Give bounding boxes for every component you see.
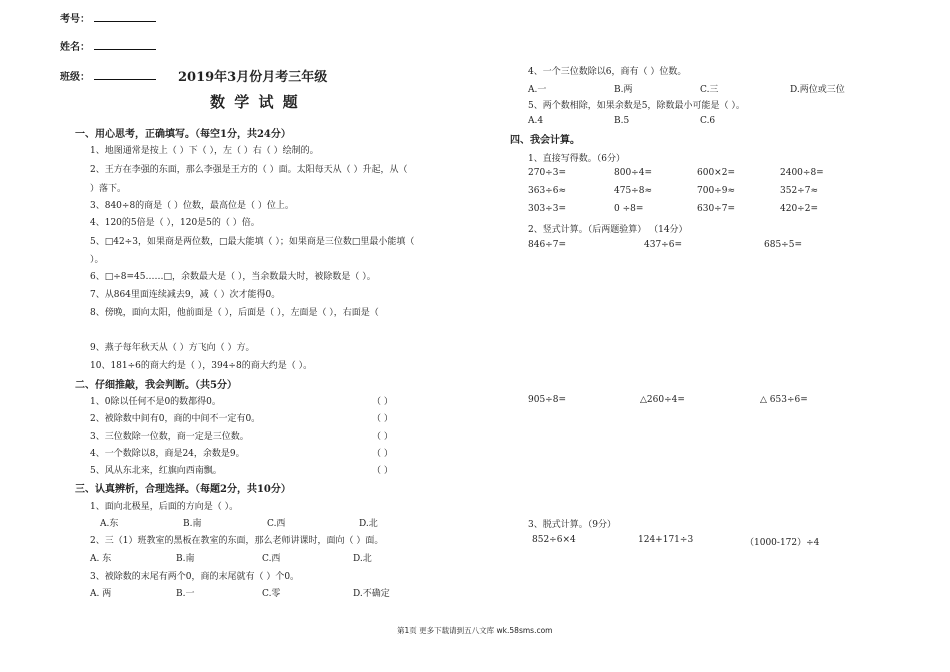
section-2-title: 二、仔细推敲，我会判断。（共5分） xyxy=(75,380,237,391)
choice-2-option-c: C.西 xyxy=(262,554,281,564)
judgement-3-blank: （ ） xyxy=(372,432,393,442)
choice-4-option-d: D.两位或三位 xyxy=(790,85,845,95)
judgement-2-text: 2、被除数中间有0，商的中间不一定有0。 xyxy=(90,414,261,424)
exam-number-label: 考号： xyxy=(60,14,90,25)
choice-1-option-b: B.南 xyxy=(183,519,202,529)
choice-3-option-d: D.不确定 xyxy=(353,589,390,599)
choice-1-option-a: A.东 xyxy=(100,519,119,529)
judgement-3-text: 3、三位数除一位数，商一定是三位数。 xyxy=(90,432,249,442)
oral-calc-item: 700÷9≈ xyxy=(697,186,735,196)
judgement-5-blank: （ ） xyxy=(372,466,393,476)
s1-question-4: 4、120的5倍是（ ），120是5的（ ）倍。 xyxy=(90,218,260,228)
calc-part-2-title: 2、竖式计算。（后两题验算） （14分） xyxy=(528,225,688,235)
s1-question-6: 6、□÷8=45……□，余数最大是（ ），当余数最大时，被除数是（ ）。 xyxy=(90,272,376,282)
calc-part-3-title: 3、脱式计算。（9分） xyxy=(528,520,616,530)
oral-calc-item: 800÷4= xyxy=(614,168,652,178)
judgement-1-text: 1、0除以任何不是0的数都得0。 xyxy=(90,397,221,407)
section-1-title: 一、用心思考，正确填写。（每空1分，共24分） xyxy=(75,129,291,140)
s1-question-5: 5、□42÷3，如果商是两位数，□最大能填（ ）；如果商是三位数□里最小能填（ xyxy=(90,237,415,247)
choice-3-option-b: B.一 xyxy=(176,589,195,599)
oral-calc-item: 420÷2= xyxy=(780,204,818,214)
s1-question-9: 9、燕子每年秋天从（ ）方飞向（ ）方。 xyxy=(90,343,255,353)
name-label: 姓名： xyxy=(60,42,90,53)
choice-1-question: 1、面向北极星，后面的方向是（ ）。 xyxy=(90,502,239,512)
vertical-calc-item: 685÷5= xyxy=(764,240,802,250)
section-4-title: 四、我会计算。 xyxy=(510,135,580,146)
choice-2-option-d: D.北 xyxy=(353,554,372,564)
exam-subtitle: 数 学 试 题 xyxy=(210,93,300,111)
stepwise-calc-item: 852÷6×4 xyxy=(532,535,576,545)
oral-calc-item: 2400÷8= xyxy=(780,168,824,178)
s1-question-2-cont: ）落下。 xyxy=(90,184,127,194)
choice-4-option-a: A.一 xyxy=(528,85,547,95)
choice-4-question: 4、一个三位数除以6，商有（ ）位数。 xyxy=(528,67,687,77)
choice-5-option-a: A.4 xyxy=(528,116,544,126)
judgement-1-blank: （ ） xyxy=(372,397,393,407)
class-field xyxy=(60,68,156,83)
choice-3-question: 3、被除数的末尾有两个0，商的末尾就有（ ）个0。 xyxy=(90,572,300,582)
oral-calc-item: 475÷8≈ xyxy=(614,186,652,196)
s1-question-1: 1、地图通常是按上（ ）下（ ），左（ ）右（ ）绘制的。 xyxy=(90,146,319,156)
s1-question-5-cont: ）。 xyxy=(90,255,104,265)
oral-calc-item: 0 ÷8= xyxy=(614,204,644,214)
choice-2-question: 2、三（1）班教室的黑板在教室的东面，那么老师讲课时，面向（ ）面。 xyxy=(90,536,384,546)
stepwise-calc-item: （1000-172）÷4 xyxy=(745,538,820,548)
choice-2-option-b: B.南 xyxy=(176,554,195,564)
section-3-title: 三、认真辨析，合理选择。（每题2分，共10分） xyxy=(75,484,291,495)
stepwise-calc-item: 124+171÷3 xyxy=(638,535,694,545)
name-line xyxy=(94,41,156,50)
oral-calc-item: 303÷3= xyxy=(528,204,566,214)
vertical-calc-item: 846÷7= xyxy=(528,240,566,250)
oral-calc-item: 630÷7= xyxy=(697,204,735,214)
judgement-5-text: 5、风从东北来，红旗向西南飘。 xyxy=(90,466,222,476)
judgement-4-text: 4、一个数除以8，商是24，余数是9。 xyxy=(90,449,245,459)
choice-5-option-c: C.6 xyxy=(700,116,716,126)
choice-3-option-a: A. 两 xyxy=(90,589,112,599)
exam-number-field xyxy=(60,10,156,25)
judgement-2-blank: （ ） xyxy=(372,414,393,424)
s1-question-3: 3、840÷8的商是（ ）位数，最高位是（ ）位上。 xyxy=(90,201,294,211)
class-label: 班级： xyxy=(60,72,90,83)
vertical-calc-item: △260÷4= xyxy=(640,395,685,405)
choice-3-option-c: C.零 xyxy=(262,589,281,599)
oral-calc-item: 352÷7≈ xyxy=(780,186,818,196)
exam-title: 2019年3月份月考三年级 xyxy=(178,70,328,85)
s1-question-10: 10、181÷6的商大约是（ ），394÷8的商大约是（ ）。 xyxy=(90,361,313,371)
choice-4-option-b: B.两 xyxy=(614,85,633,95)
judgement-4-blank: （ ） xyxy=(372,449,393,459)
choice-2-option-a: A. 东 xyxy=(90,554,112,564)
oral-calc-item: 270÷3= xyxy=(528,168,566,178)
calc-part-1-title: 1、直接写得数。（6分） xyxy=(528,154,625,164)
oral-calc-item: 600×2= xyxy=(697,168,735,178)
page-footer: 第1页 更多下载请到五八文库 wk.58sms.com xyxy=(397,626,553,635)
s1-question-2: 2、王方在李强的东面，那么李强是王方的（ ）面。太阳每天从（ ）升起，从（ xyxy=(90,165,408,175)
choice-1-option-c: C.西 xyxy=(267,519,286,529)
choice-1-option-d: D.北 xyxy=(359,519,378,529)
vertical-calc-item: 905÷8= xyxy=(528,395,566,405)
vertical-calc-item: △ 653÷6= xyxy=(760,395,808,405)
oral-calc-item: 363÷6≈ xyxy=(528,186,566,196)
exam-number-line xyxy=(94,13,156,22)
s1-question-7: 7、从864里面连续减去9，减（ ）次才能得0。 xyxy=(90,290,281,300)
choice-5-question: 5、两个数相除，如果余数是5，除数最小可能是（ ）。 xyxy=(528,101,745,111)
s1-question-8: 8、傍晚，面向太阳，他前面是（ ），后面是（ ），左面是（ ），右面是（ xyxy=(90,308,379,318)
choice-4-option-c: C.三 xyxy=(700,85,719,95)
vertical-calc-item: 437÷6= xyxy=(644,240,682,250)
choice-5-option-b: B.5 xyxy=(614,116,630,126)
name-field xyxy=(60,38,156,53)
class-line xyxy=(94,71,156,80)
